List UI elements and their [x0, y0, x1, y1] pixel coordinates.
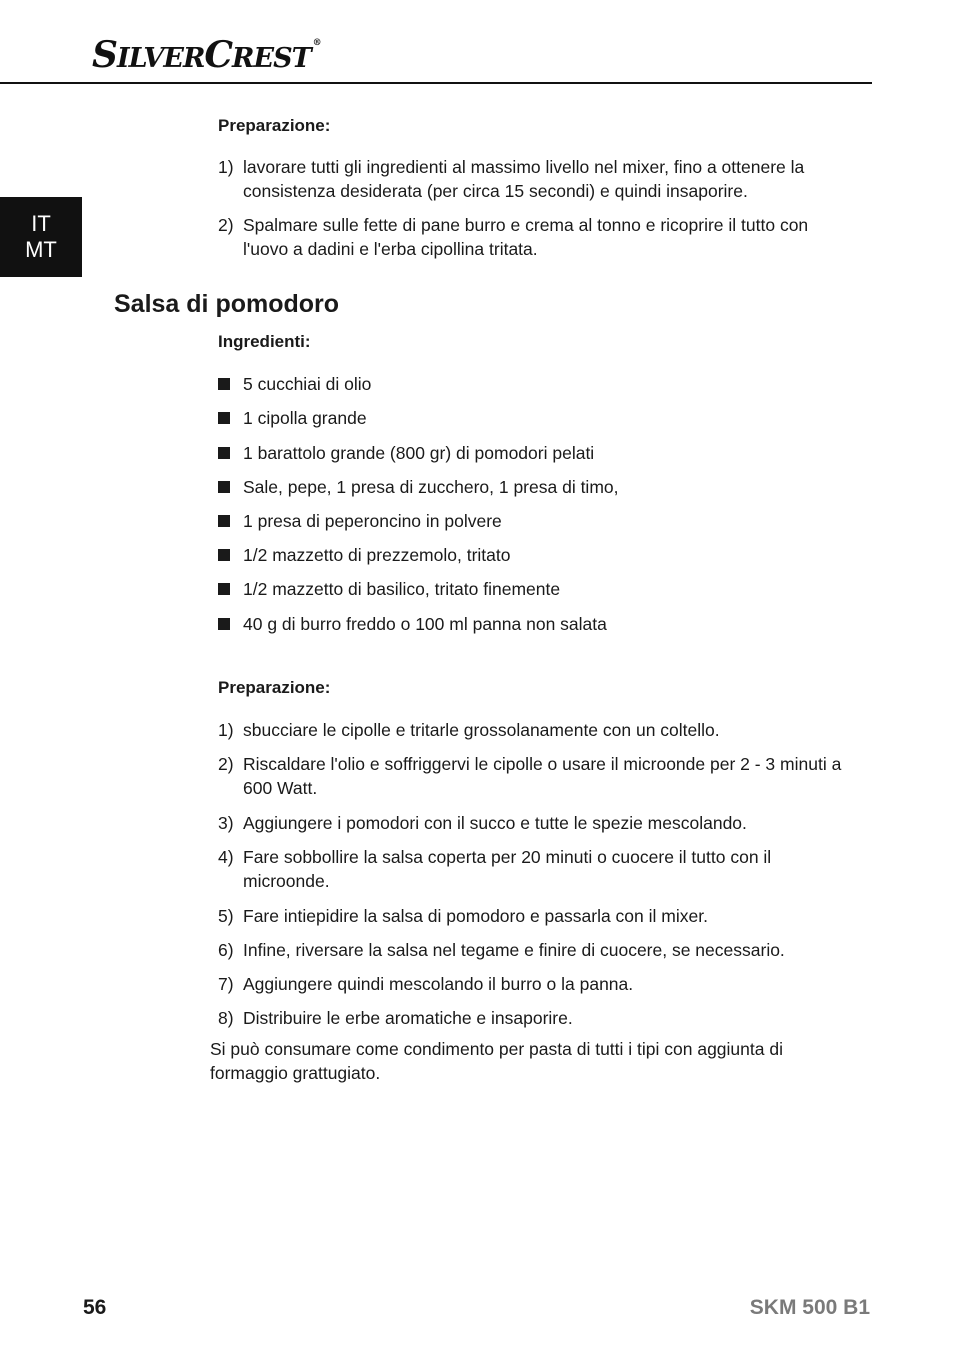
prep-step: 5) Fare intiepidire la salsa di pomodoro e passarla con il mixer.	[218, 906, 708, 926]
prep-step: 6) Infine, riversare la salsa nel tegame e finire di cuocere, se necessario.	[218, 940, 785, 960]
ingredient-item: 40 g di burro freddo o 100 ml panna non salata	[218, 612, 607, 636]
ingredient-item: 1/2 mazzetto di basilico, tritato finemente	[218, 577, 560, 601]
header-divider	[0, 82, 872, 84]
brand-logo: SILVERCREST ®	[92, 34, 321, 76]
bullet-square-icon	[218, 583, 230, 595]
model-number: SKM 500 B1	[749, 1296, 870, 1319]
ingredient-item: 1 barattolo grande (800 gr) di pomodori pelati	[218, 441, 594, 465]
section1-step: 1) lavorare tutti gli ingredienti al massimo livello nel mixer, fino a ottenere la consistenza desiderata (per circa 15 secondi) e quindi insaporire.	[218, 157, 805, 201]
bullet-square-icon	[218, 378, 230, 390]
prep-step: 3) Aggiungere i pomodori con il succo e tutte le spezie mescolando.	[218, 813, 747, 833]
prep-step: 1) sbucciare le cipolle e tritarle grossolanamente con un coltello.	[218, 720, 720, 740]
ingredients-heading: Ingredienti:	[218, 332, 311, 351]
bullet-square-icon	[218, 618, 230, 630]
bullet-square-icon	[218, 481, 230, 493]
prep-step: 8) Distribuire le erbe aromatiche e insaporire.	[218, 1008, 573, 1028]
ingredient-item: 1/2 mazzetto di prezzemolo, tritato	[218, 543, 510, 567]
prep-step: 2) Riscaldare l'olio e soffriggervi le cipolle o usare il microonde per 2 - 3 minuti a 600 Watt.	[218, 754, 842, 798]
language-tab	[0, 197, 82, 277]
language-tab-line2: MT	[25, 237, 57, 262]
section1-step: 2) Spalmare sulle fette di pane burro e crema al tonno e ricoprire il tutto con l'uovo a dadini e l'erba cipollina tritata.	[218, 215, 809, 259]
bullet-square-icon	[218, 549, 230, 561]
ingredient-item: 1 cipolla grande	[218, 406, 367, 430]
page-number: 56	[83, 1296, 107, 1319]
ingredient-item: 1 presa di peperoncino in polvere	[218, 509, 502, 533]
language-tab-line1: IT	[31, 211, 51, 236]
registered-mark: ®	[312, 38, 321, 48]
preparation-heading: Preparazione:	[218, 678, 331, 697]
section1-heading: Preparazione:	[218, 116, 331, 135]
ingredient-item: 5 cucchiai di olio	[218, 372, 371, 396]
ingredient-item: Sale, pepe, 1 presa di zucchero, 1 presa di timo,	[218, 475, 619, 499]
bullet-square-icon	[218, 412, 230, 424]
prep-step: 7) Aggiungere quindi mescolando il burro o la panna.	[218, 974, 634, 994]
serving-note: Si può consumare come condimento per pasta di tutti i tipi con aggiunta di formaggio grattugiato.	[210, 1039, 783, 1083]
prep-step: 4) Fare sobbollire la salsa coperta per 20 minuti o cuocere il tutto con il microonde.	[218, 847, 772, 891]
bullet-square-icon	[218, 515, 230, 527]
bullet-square-icon	[218, 447, 230, 459]
recipe-title: Salsa di pomodoro	[114, 290, 340, 318]
